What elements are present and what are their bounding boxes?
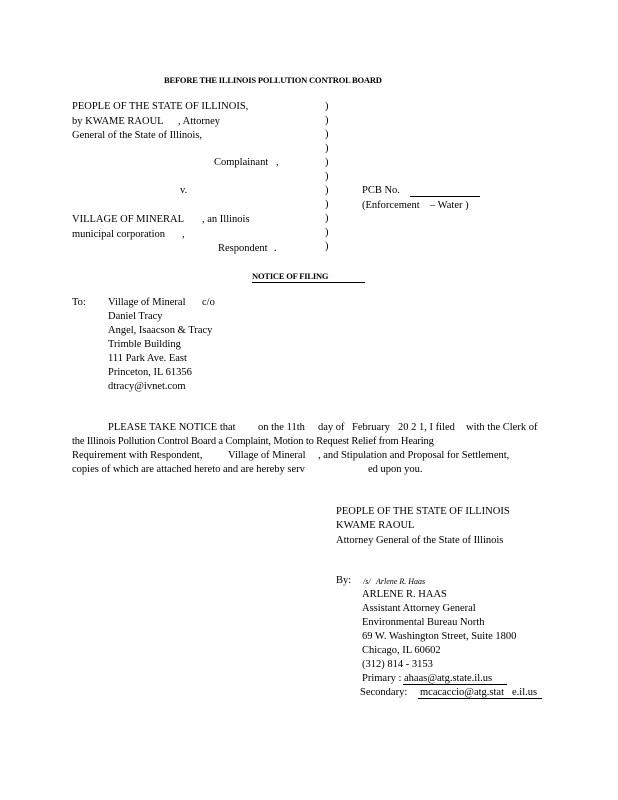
body-text: 20 2 1, I filed [398, 422, 455, 433]
signature-by-label: By: [336, 575, 352, 586]
secondary-email-link-tail[interactable]: e.il.us [512, 687, 538, 698]
secondary-email-label: Secondary: [360, 687, 408, 698]
caption-paren: ) [325, 241, 329, 252]
primary-email-label: Primary : [362, 673, 402, 684]
caption-by-attorney: by KWAME RAOUL [72, 116, 164, 127]
secondary-email-link[interactable]: mcacaccio@atg.stat [420, 687, 504, 698]
body-text: February [352, 422, 390, 433]
pcb-number-label: PCB No. [362, 185, 400, 196]
caption-municipal-comma: , [182, 229, 185, 240]
signer-phone: (312) 814 - 3153 [362, 659, 433, 670]
caption-attorney-title: , Attorney [178, 116, 220, 127]
signer-city: Chicago, IL 60602 [362, 645, 441, 656]
caption-complainant-comma: , [276, 157, 279, 168]
recipient-line-3: Angel, Isaacson & Tracy [108, 325, 213, 336]
notice-title: NOTICE OF FILING [252, 271, 329, 281]
caption-paren: ) [325, 213, 329, 224]
body-text: with the Clerk of [466, 422, 538, 433]
signer-street: 69 W. Washington Street, Suite 1800 [362, 631, 517, 642]
primary-email-underline [403, 684, 507, 685]
recipient-email: dtracy@ivnet.com [108, 381, 186, 392]
signature-attorney-general-title: Attorney General of the State of Illinois [336, 535, 504, 546]
caption-paren: ) [325, 129, 329, 140]
caption-versus: v. [180, 185, 188, 196]
caption-paren: ) [325, 185, 329, 196]
body-text: Village of Mineral [228, 450, 306, 461]
secondary-email-underline [418, 698, 542, 699]
to-label: To: [72, 297, 86, 308]
body-text: on the 11th [258, 422, 305, 433]
electronic-signature-mark: /s/ [363, 577, 371, 586]
notice-title-underline [252, 282, 365, 283]
case-type-water: – Water ) [430, 200, 469, 211]
recipient-line-4: Trimble Building [108, 339, 181, 350]
body-text: ed upon you. [368, 464, 423, 475]
signer-title: Assistant Attorney General [362, 603, 476, 614]
recipient-line-6: Princeton, IL 61356 [108, 367, 192, 378]
body-text: copies of which are attached hereto and are hereby serv [72, 464, 305, 475]
recipient-line-2: Daniel Tracy [108, 311, 163, 322]
caption-respondent-party: VILLAGE OF MINERAL [72, 214, 184, 225]
body-text: Requirement with Respondent, [72, 450, 203, 461]
signer-bureau: Environmental Bureau North [362, 617, 485, 628]
caption-complainant-label: Complainant [214, 157, 269, 168]
caption-paren: ) [325, 101, 329, 112]
caption-attorney-general: General of the State of Illinois, [72, 130, 203, 141]
signature-attorney-general: KWAME RAOUL [336, 520, 415, 531]
caption-paren: ) [325, 143, 329, 154]
signature-party: PEOPLE OF THE STATE OF ILLINOIS [336, 506, 510, 517]
caption-respondent-type: , an Illinois [202, 214, 250, 225]
body-text: , and Stipulation and Proposal for Settlement, [318, 450, 510, 461]
caption-paren: ) [325, 199, 329, 210]
body-text: day of [318, 422, 345, 433]
signer-name: ARLENE R. HAAS [362, 589, 447, 600]
electronic-signature-name: Arlene R. Haas [376, 577, 426, 586]
caption-paren: ) [325, 157, 329, 168]
caption-municipal: municipal corporation [72, 229, 166, 240]
document-heading: BEFORE THE ILLINOIS POLLUTION CONTROL BOARD [164, 75, 382, 85]
recipient-line-1: Village of Mineral [108, 297, 186, 308]
caption-respondent-dot: . [274, 243, 277, 254]
caption-respondent-label: Respondent [218, 243, 268, 254]
caption-paren: ) [325, 227, 329, 238]
body-text: PLEASE TAKE NOTICE that [108, 422, 236, 433]
body-text: the Illinois Pollution Control Board a Complaint, Motion to Request Relief from Hearing [72, 436, 434, 447]
caption-complainant-party: PEOPLE OF THE STATE OF ILLINOIS, [72, 101, 249, 112]
caption-paren: ) [325, 171, 329, 182]
recipient-line-5: 111 Park Ave. East [108, 353, 187, 364]
case-type-enforcement: (Enforcement [362, 200, 420, 211]
caption-paren: ) [325, 115, 329, 126]
pcb-number-blank [410, 196, 480, 197]
primary-email-link[interactable]: ahaas@atg.state.il.us [404, 673, 493, 684]
recipient-care-of: c/o [202, 297, 215, 308]
